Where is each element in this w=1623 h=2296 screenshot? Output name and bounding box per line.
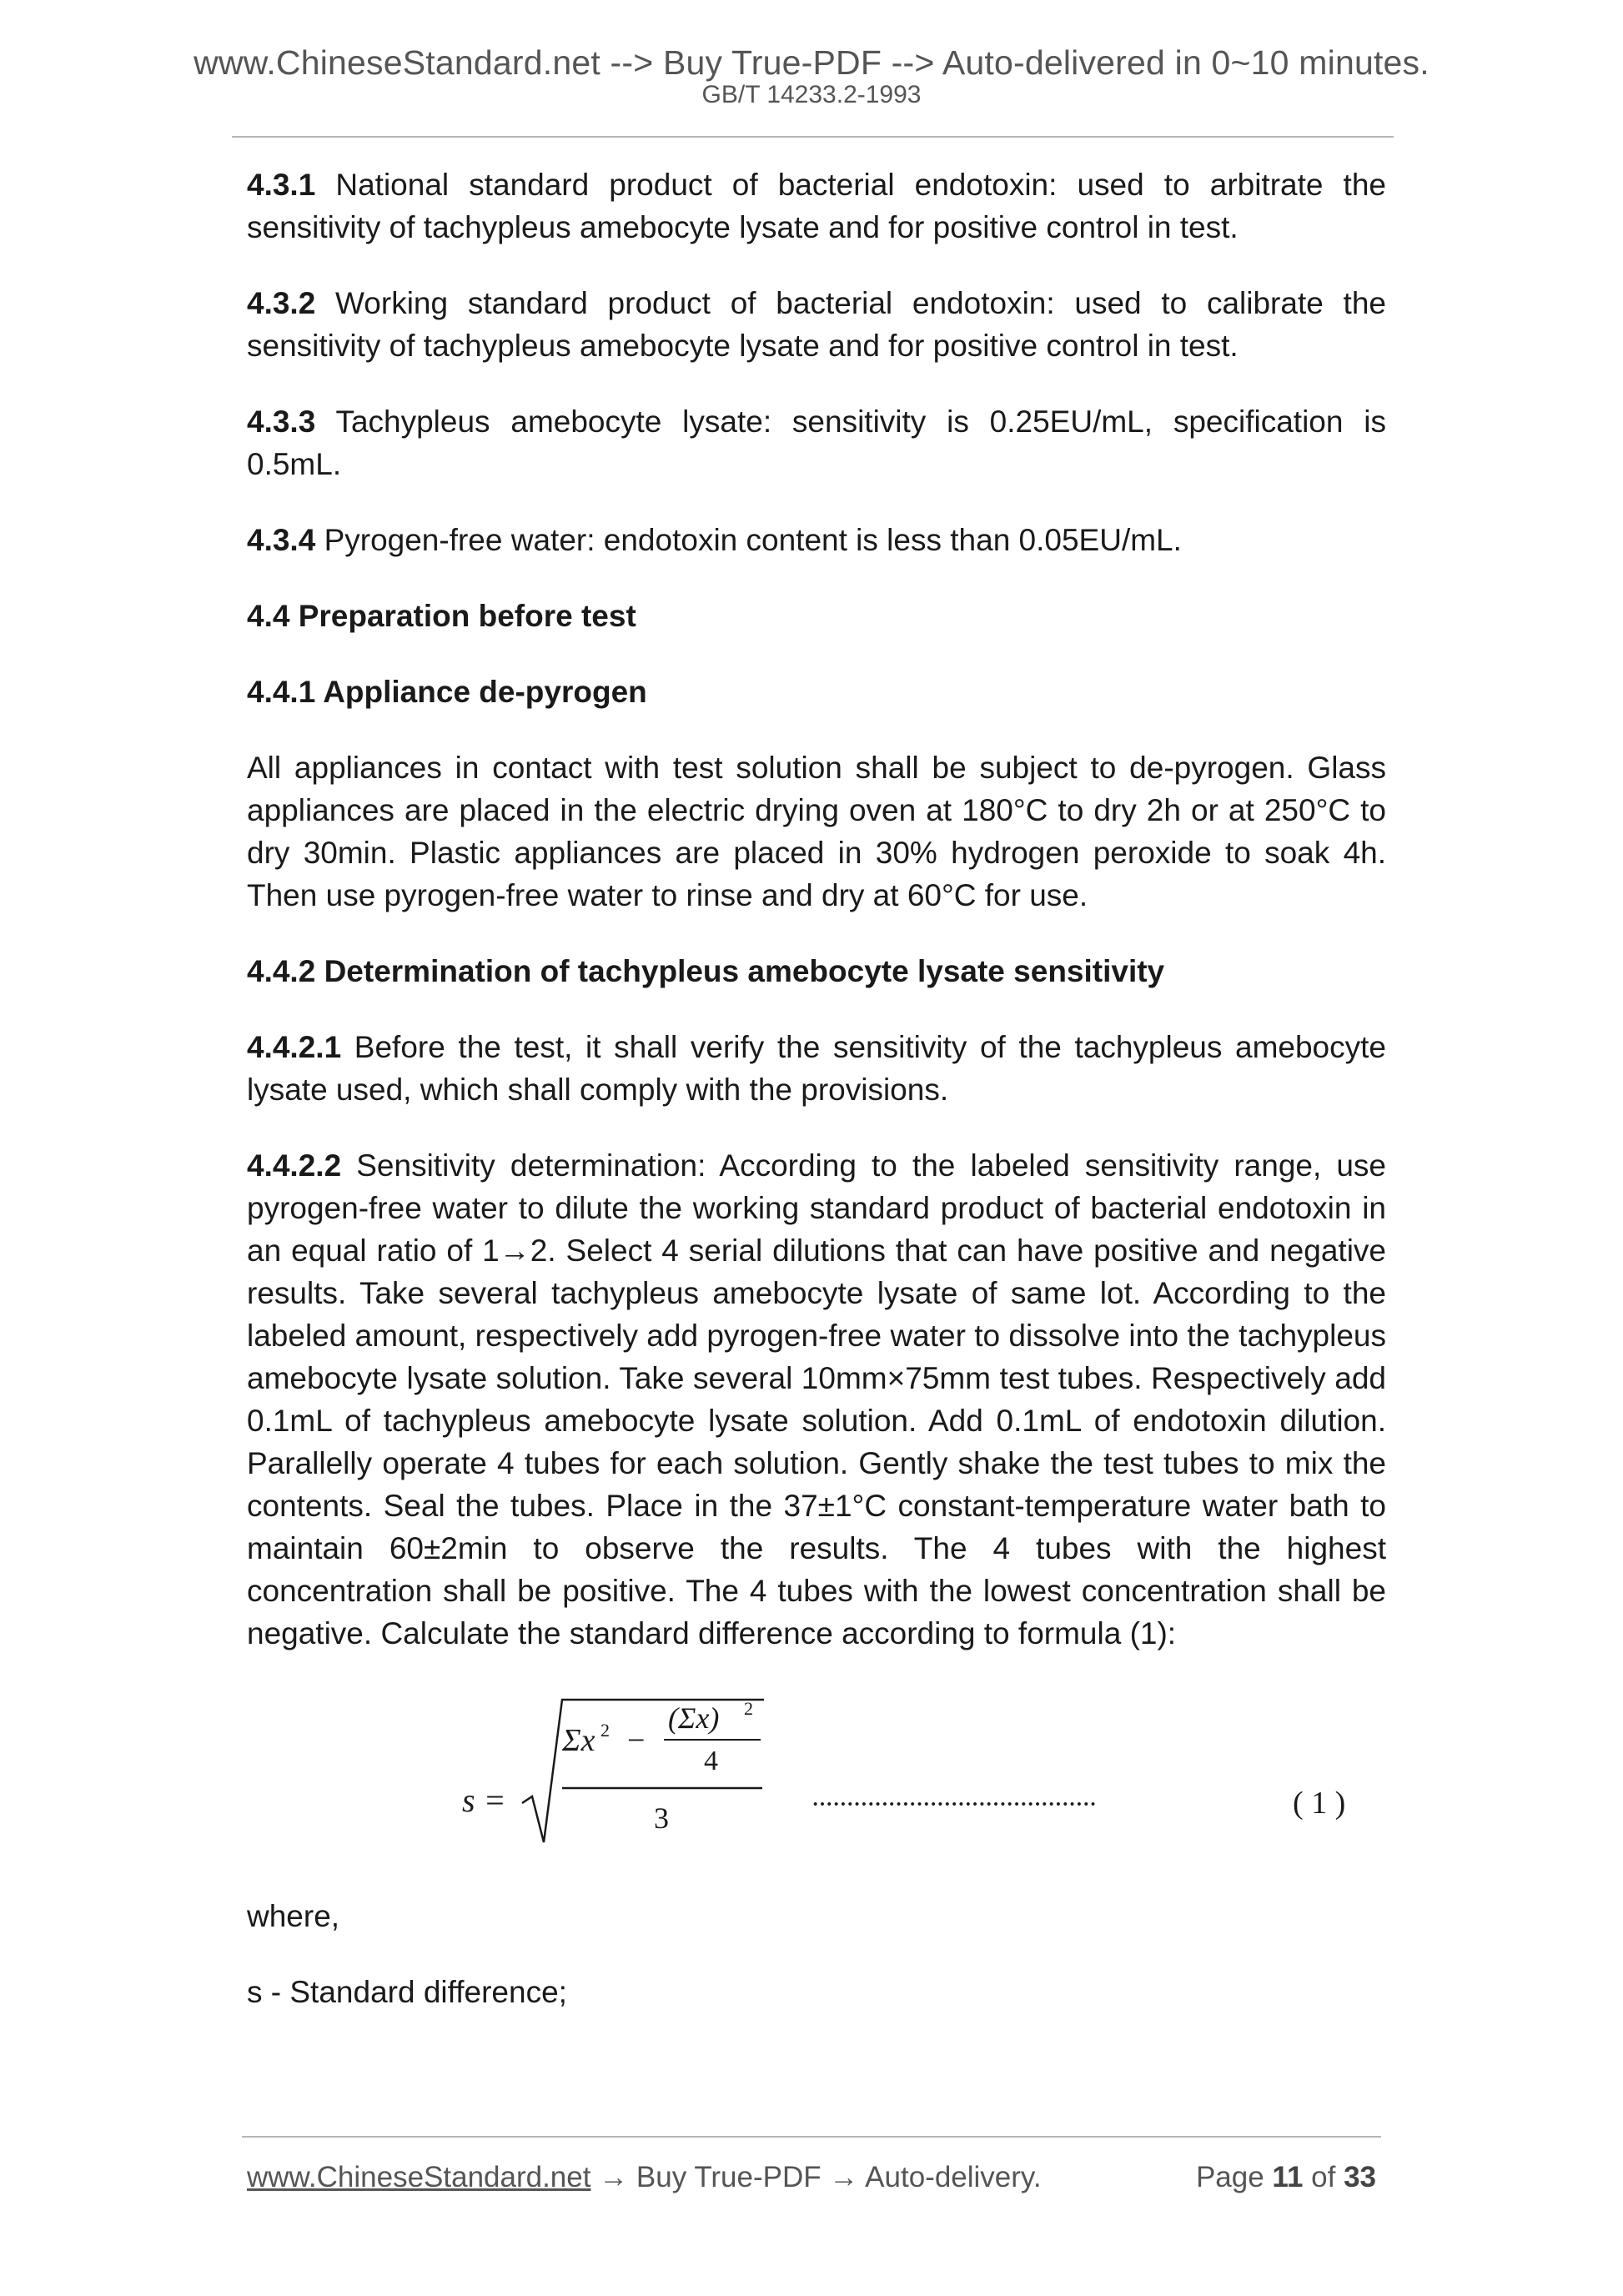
section-heading-4-4: 4.4 Preparation before test [247, 599, 636, 633]
formula-minus: − [627, 1723, 646, 1758]
clause-text: Working standard product of bacterial endotoxin: used to calibrate the sensitivity of tachypleus amebocyte lysate and for positive control in test. [247, 286, 1386, 363]
formula-sum-x-squared: (Σx) [668, 1701, 720, 1735]
footer-divider [242, 2136, 1381, 2138]
formula-1 [247, 1688, 1386, 1863]
formula-leader-dots: ········································· [811, 1789, 1096, 1820]
clause-4-3-2 [247, 282, 1386, 367]
clause-text: Tachypleus amebocyte lysate: sensitivity is 0.25EU/mL, specification is 0.5mL. [247, 404, 1386, 481]
radical-sign [522, 1700, 764, 1842]
clause-4-3-3 [247, 400, 1386, 485]
formula-number: ( 1 ) [1293, 1786, 1346, 1821]
section-heading-4-4-2: 4.4.2 Determination of tachypleus amebocyte lysate sensitivity [247, 954, 1165, 988]
standard-code: GB/T 14233.2-1993 [701, 81, 922, 108]
footer-site-link[interactable]: www.ChineseStandard.net [247, 2161, 591, 2193]
standard-deviation-formula [247, 1688, 1386, 1863]
page-label: Page [1195, 2161, 1273, 2193]
section-heading-4-4-1: 4.4.1 Appliance de-pyrogen [247, 675, 647, 709]
page-total: 33 [1344, 2161, 1376, 2193]
page-of: of [1303, 2161, 1344, 2193]
clause-number: 4.3.2 [247, 286, 316, 320]
definition-s: s - Standard difference; [247, 1975, 567, 2009]
clause-number: 4.3.3 [247, 404, 316, 439]
page-indicator [1196, 2160, 1376, 2195]
clause-number: 4.3.4 [247, 523, 316, 557]
paragraph-de-pyrogen: All appliances in contact with test solution shall be subject to de-pyrogen. Glass appliances are placed in the electric drying oven at 180°C to dry 2h or at 250°C to dry 30min. Plastic appliances are placed in 30% hydrogen peroxide to soak 4h. Then use pyrogen-free water to rinse and dry at 60°C for use. [247, 751, 1386, 912]
footer-tagline: → Buy True-PDF → Auto-delivery. [590, 2161, 1042, 2193]
formula-superscript: 2 [600, 1720, 610, 1741]
clause-number: 4.3.1 [247, 168, 316, 202]
page-current: 11 [1272, 2161, 1304, 2193]
clause-number: 4.4.2.1 [247, 1030, 342, 1064]
clause-4-3-4 [247, 519, 1386, 561]
formula-superscript: 2 [744, 1698, 753, 1719]
formula-inner-denominator: 4 [704, 1746, 718, 1776]
header-divider [232, 136, 1394, 138]
formula-lhs: s = [462, 1781, 506, 1819]
clause-text: Pyrogen-free water: endotoxin content is less than 0.05EU/mL. [315, 523, 1182, 557]
clause-4-4-2-1 [247, 1026, 1386, 1111]
clause-4-3-1 [247, 163, 1386, 249]
clause-number: 4.4.2.2 [247, 1148, 342, 1183]
formula-sum-x2: Σx [562, 1723, 595, 1758]
clause-text: National standard product of bacterial endotoxin: used to arbitrate the sensitivity of tachypleus amebocyte lysate and for positive control in test. [247, 168, 1386, 244]
clause-4-4-2-2 [247, 1144, 1386, 1655]
document-body [247, 163, 1386, 2047]
where-label: where, [247, 1899, 340, 1933]
clause-text: Before the test, it shall verify the sensitivity of the tachypleus amebocyte lysate used, which shall comply with the provisions. [247, 1030, 1386, 1107]
clause-text: Sensitivity determination: According to the labeled sensitivity range, use pyrogen-free water to dilute the working standard product of bacterial endotoxin in an equal ratio of 1→2. Select 4 serial dilutions that can have positive and negative results. Take several tachypleus amebocyte lysate of same lot. According to the labeled amount, respectively add pyrogen-free water to dissolve into the tachypleus amebocyte lysate solution. Take several 10mm×75mm test tubes. Respectively add 0.1mL of tachypleus amebocyte lysate solution. Add 0.1mL of endotoxin dilution. Parallelly operate 4 tubes for each solution. Gently shake the test tubes to mix the contents. Seal the tubes. Place in the 37±1°C constant-temperature water bath to maintain 60±2min to observe the results. The 4 tubes with the highest concentration shall be positive. The 4 tubes with the lowest concentration shall be negative. Calculate the standard difference according to formula (1): [247, 1148, 1386, 1650]
header-banner: www.ChineseStandard.net --> Buy True-PDF --> Auto-delivered in 0~10 minutes. [193, 43, 1430, 82]
page-footer [247, 2160, 1386, 2195]
formula-outer-denominator: 3 [654, 1801, 669, 1835]
